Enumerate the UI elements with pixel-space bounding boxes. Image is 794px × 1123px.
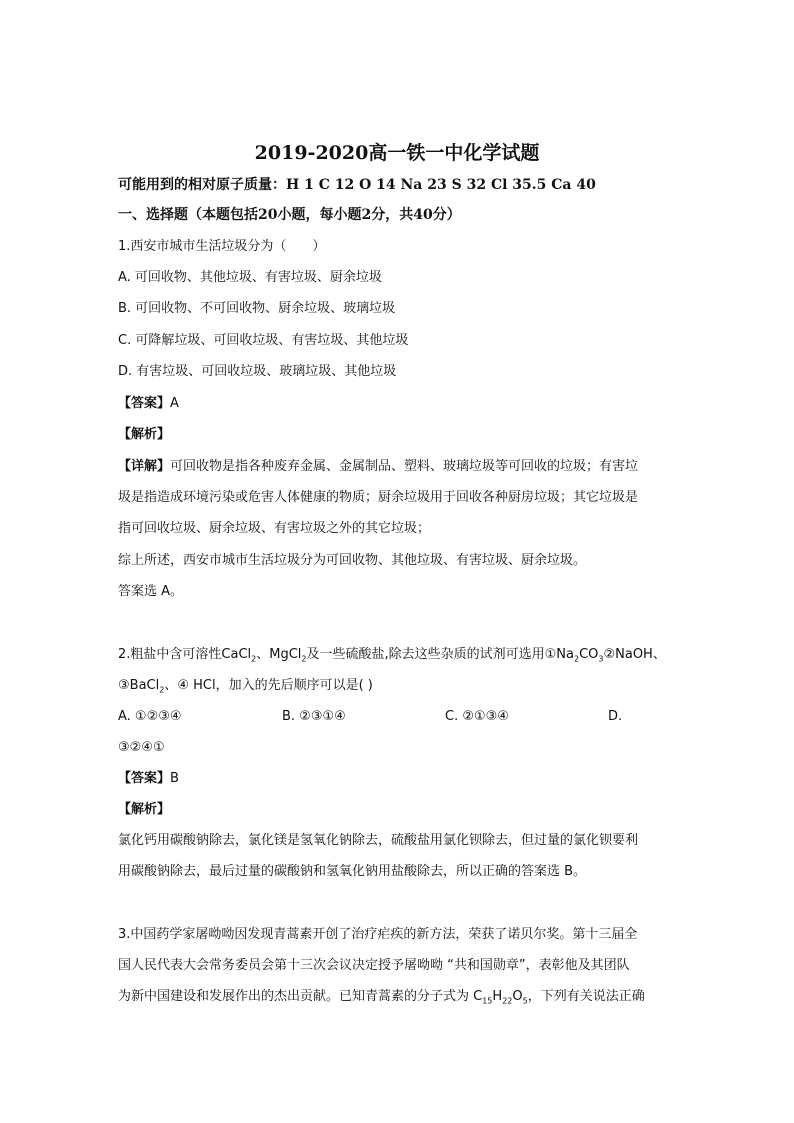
answer-value: B xyxy=(170,771,179,786)
subscript: 2 xyxy=(301,654,307,664)
section-heading: 一、选择题（本题包括20小题，每小题2分，共40分） xyxy=(118,207,461,223)
q2-stem-part: 2.粗盐中含可溶性CaCl xyxy=(118,647,252,662)
q2-stem-part: CO xyxy=(579,647,599,662)
q1-summary: 综上所述，西安市城市生活垃圾分为可回收物、其他垃圾、有害垃圾、厨余垃圾。 xyxy=(118,553,587,568)
answer-label: 【答案】 xyxy=(118,396,171,411)
q2-answer xyxy=(118,770,179,788)
q2-stem-line-1 xyxy=(118,646,666,664)
subscript: 3 xyxy=(598,654,604,664)
q1-answer xyxy=(118,395,179,413)
q2-stem-line-2 xyxy=(118,677,373,695)
answer-value: A xyxy=(170,396,179,411)
q1-analysis-label: 【解析】 xyxy=(118,427,171,442)
q3-text-part: ，下列有关说法正确 xyxy=(527,989,645,1004)
detail-label: 【详解】 xyxy=(118,459,171,474)
q2-analysis-line-2: 用碳酸钠除去，最后过量的碳酸钠和氢氧化钠用盐酸除去，所以正确的答案选 B。 xyxy=(118,864,587,879)
q1-detail-line-3: 指可回收垃圾、厨余垃圾、有害垃圾之外的其它垃圾； xyxy=(118,521,431,536)
q2-option-a: A. ①②③④ xyxy=(118,709,182,724)
q1-detail-line-1 xyxy=(118,458,638,476)
q1-option-b: B. 可回收物、不可回收物、厨余垃圾、玻璃垃圾 xyxy=(118,301,396,316)
q3-text-part: O xyxy=(512,989,523,1004)
q3-line-1: 3.中国药学家屠呦呦因发现青蒿素开创了治疗疟疾的新方法，荣获了诺贝尔奖。第十三届全 xyxy=(118,927,638,942)
q3-line-3 xyxy=(118,988,645,1006)
page-title: 2019-2020高一铁一中化学试题 xyxy=(254,142,540,164)
q1-option-a: A. 可回收物、其他垃圾、有害垃圾、厨余垃圾 xyxy=(118,270,382,285)
q2-option-d-continued: ③②④① xyxy=(118,740,165,755)
q1-choice: 答案选 A。 xyxy=(118,584,184,599)
q2-stem-part: 及一些硫酸盐,除去这些杂质的试剂可选用①Na xyxy=(306,647,574,662)
subscript: 2 xyxy=(573,654,580,664)
q2-analysis-line-1: 氯化钙用碳酸钠除去，氯化镁是氢氧化钠除去，硫酸盐用氯化钡除去，但过量的氯化钡要利 xyxy=(118,833,639,848)
q2-stem-part: 、MgCl xyxy=(256,647,302,662)
subscript: 2 xyxy=(251,654,257,664)
q1-option-d: D. 有害垃圾、可回收垃圾、玻璃垃圾、其他垃圾 xyxy=(118,364,397,379)
q3-line-2: 国人民代表大会常务委员会第十三次会议决定授予屠呦呦 “共和国勋章”，表彰他及其团队 xyxy=(118,958,630,973)
q2-option-c: C. ②①③④ xyxy=(445,709,509,724)
q2-stem-part: ③BaCl xyxy=(118,678,160,693)
q2-option-b: B. ②③①④ xyxy=(282,709,346,724)
subscript: 2 xyxy=(159,685,165,695)
detail-text: 可回收物是指各种废弃金属、金属制品、塑料、玻璃垃圾等可回收的垃圾；有害垃 xyxy=(170,459,639,474)
q2-stem-part: ②NaOH、 xyxy=(603,647,666,662)
atomic-masses-line: 可能用到的相对原子质量：H 1 C 12 O 14 Na 23 S 32 Cl 35.5 Ca 40 xyxy=(118,177,596,193)
q1-detail-line-2: 圾是指造成环境污染或危害人体健康的物质；厨余垃圾用于回收各种厨房垃圾；其它垃圾是 xyxy=(118,490,639,505)
subscript: 15 xyxy=(482,996,493,1006)
q3-text-part: 为新中国建设和发展作出的杰出贡献。已知青蒿素的分子式为 C xyxy=(118,989,483,1004)
answer-label: 【答案】 xyxy=(118,771,171,786)
q2-option-d: D. xyxy=(608,709,623,724)
subscript: 5 xyxy=(522,996,528,1006)
q1-option-c: C. 可降解垃圾、可回收垃圾、有害垃圾、其他垃圾 xyxy=(118,333,409,348)
q1-stem: 1.西安市城市生活垃圾分为（ ） xyxy=(118,239,326,254)
q2-analysis-label: 【解析】 xyxy=(118,802,171,817)
q3-text-part: H xyxy=(492,989,503,1004)
subscript: 22 xyxy=(502,996,513,1006)
q2-stem-part: 、④ HCl，加入的先后顺序可以是( ) xyxy=(164,678,373,693)
